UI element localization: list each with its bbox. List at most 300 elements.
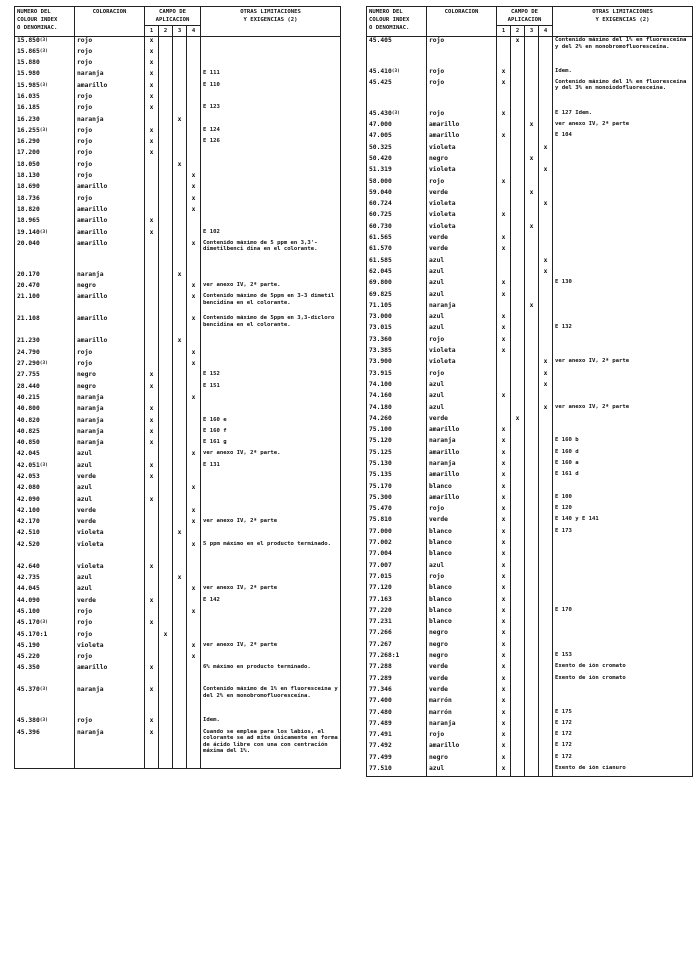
field-3-mark	[525, 200, 539, 211]
field-3-mark	[525, 324, 539, 335]
colour-index-number	[367, 697, 427, 708]
table-row	[367, 618, 693, 629]
limitation-text: E 100	[555, 493, 572, 500]
field-3-mark	[173, 37, 187, 48]
limitations-cell	[201, 619, 341, 630]
field-4-mark	[539, 415, 553, 426]
field-3-mark	[525, 132, 539, 143]
field-2-mark	[159, 70, 173, 81]
limitations-cell	[553, 211, 693, 222]
header-field-4: 4	[187, 26, 201, 37]
limitations-cell	[201, 315, 341, 337]
table-row	[15, 383, 341, 394]
limitation-text: ver anexo IV, 2ª parte	[203, 518, 278, 525]
coloration-cell: azul	[75, 585, 145, 596]
field-3-mark	[173, 138, 187, 149]
limitations-cell	[553, 765, 693, 776]
coloration-cell: negro	[75, 282, 145, 293]
field-2-mark	[159, 315, 173, 337]
limitation-text: E 160 a	[555, 460, 579, 466]
colour-index-number	[367, 200, 427, 211]
coloration-cell: negro	[427, 652, 497, 663]
coloration-cell: rojo	[75, 104, 145, 115]
number-text: 42.735	[17, 574, 40, 582]
table-row	[367, 257, 693, 268]
number-text: 77.002	[369, 539, 392, 547]
colour-index-number	[15, 195, 75, 206]
field-3-mark	[525, 268, 539, 279]
colour-index-number	[15, 82, 75, 93]
table-row	[367, 415, 693, 426]
number-text: 15.985	[17, 81, 40, 89]
field-1-mark	[145, 195, 159, 206]
coloration-cell: azul	[427, 381, 497, 392]
colour-index-number	[367, 539, 427, 550]
field-1-mark: x	[497, 697, 511, 708]
number-text: 45.350	[17, 664, 40, 672]
limitations-cell	[201, 394, 341, 405]
table-row	[15, 315, 341, 337]
field-3-mark	[525, 381, 539, 392]
limitations-cell	[553, 641, 693, 652]
number-text: 75.300	[369, 493, 392, 501]
field-4-mark	[539, 79, 553, 110]
field-4-mark	[187, 529, 201, 540]
table-row	[367, 629, 693, 640]
table-row	[367, 663, 693, 674]
field-2-mark	[159, 428, 173, 439]
field-4-mark: x	[187, 450, 201, 461]
field-4-mark: x	[539, 370, 553, 381]
table-row	[367, 426, 693, 437]
field-1-mark	[497, 404, 511, 415]
number-text: 40.215	[17, 393, 40, 401]
colour-index-number	[15, 417, 75, 428]
field-3-mark	[525, 686, 539, 697]
table-row	[367, 347, 693, 358]
footnote-ref: (3)	[39, 687, 48, 693]
field-1-mark: x	[497, 79, 511, 110]
limitations-cell	[553, 618, 693, 629]
coloration-cell: azul	[75, 462, 145, 473]
field-3-mark	[173, 183, 187, 194]
field-3-mark	[173, 195, 187, 206]
field-2-mark	[159, 82, 173, 93]
field-2-mark	[511, 302, 525, 313]
field-4-mark: x	[539, 200, 553, 211]
field-3-mark	[173, 653, 187, 664]
number-text: 77.007	[369, 561, 392, 569]
coloration-cell: amarillo	[427, 742, 497, 753]
limitations-cell	[201, 349, 341, 360]
number-text: 77.267	[369, 640, 392, 648]
table-row	[367, 765, 693, 776]
table-row	[367, 460, 693, 471]
field-2-mark	[159, 217, 173, 228]
field-3-mark	[173, 240, 187, 271]
table-row	[367, 731, 693, 742]
coloration-cell: blanco	[427, 596, 497, 607]
table-row	[367, 79, 693, 110]
number-text: 42.090	[17, 495, 40, 503]
limitations-cell	[553, 178, 693, 189]
field-4-mark	[539, 291, 553, 302]
number-text: 77.268:1	[369, 652, 400, 660]
field-2-mark	[511, 370, 525, 381]
coloration-cell: rojo	[427, 505, 497, 516]
colour-index-number	[367, 494, 427, 505]
colour-index-number	[15, 383, 75, 394]
limitations-cell	[553, 528, 693, 539]
field-4-mark: x	[187, 394, 201, 405]
colour-index-number	[15, 138, 75, 149]
field-3-mark	[173, 664, 187, 686]
field-1-mark	[497, 223, 511, 234]
limitations-cell	[201, 473, 341, 484]
number-text: 74.180	[369, 403, 392, 411]
coloration-cell: azul	[427, 392, 497, 403]
field-1-mark: x	[145, 664, 159, 686]
colour-index-number	[15, 315, 75, 337]
table-row	[15, 48, 341, 59]
field-3-mark	[525, 68, 539, 79]
field-2-mark	[511, 539, 525, 550]
field-2-mark	[159, 619, 173, 630]
limitations-cell	[201, 293, 341, 315]
limitation-text: ver anexo IV, 2ª parte	[203, 585, 278, 592]
number-text: 42.520	[17, 540, 40, 548]
field-3-mark	[173, 229, 187, 240]
field-3-mark	[525, 347, 539, 358]
limitations-cell	[553, 607, 693, 618]
field-1-mark	[497, 189, 511, 200]
colour-index-number	[15, 161, 75, 172]
limitations-cell	[201, 149, 341, 160]
field-2-mark	[511, 607, 525, 618]
colour-index-number	[15, 686, 75, 717]
coloration-cell: verde	[427, 234, 497, 245]
colour-index-number	[367, 573, 427, 584]
coloration-cell: azul	[427, 562, 497, 573]
field-2-mark	[159, 563, 173, 574]
table-row	[15, 37, 341, 48]
number-text: 45.405	[369, 37, 392, 44]
limitations-cell	[553, 686, 693, 697]
table-row	[15, 217, 341, 228]
field-3-mark	[525, 754, 539, 765]
coloration-cell: amarillo	[75, 82, 145, 93]
table-row	[15, 462, 341, 473]
field-3-mark	[525, 641, 539, 652]
field-3-mark	[525, 618, 539, 629]
colour-index-number	[367, 110, 427, 121]
field-4-mark	[539, 245, 553, 256]
field-3-mark	[173, 282, 187, 293]
limitations-cell	[553, 132, 693, 143]
field-1-mark	[497, 200, 511, 211]
coloration-cell: verde	[427, 415, 497, 426]
field-2-mark	[511, 189, 525, 200]
footnote-ref: (3)	[39, 229, 48, 235]
coloration-cell: naranja	[75, 417, 145, 428]
field-2-mark	[159, 484, 173, 495]
table-row	[367, 697, 693, 708]
field-4-mark	[187, 496, 201, 507]
table-row	[15, 597, 341, 608]
field-2-mark	[159, 653, 173, 664]
field-2-mark	[159, 574, 173, 585]
limitations-cell	[201, 59, 341, 70]
limitations-cell	[553, 426, 693, 437]
field-4-mark	[539, 324, 553, 335]
field-4-mark	[539, 110, 553, 121]
field-3-mark: x	[173, 574, 187, 585]
colour-index-number	[15, 127, 75, 138]
coloration-cell: blanco	[427, 528, 497, 539]
field-4-mark	[539, 686, 553, 697]
colour-index-number	[15, 240, 75, 271]
coloration-cell: naranja	[75, 439, 145, 450]
limitations-cell	[201, 138, 341, 149]
table-row	[15, 417, 341, 428]
coloration-cell: verde	[75, 597, 145, 608]
field-1-mark: x	[497, 516, 511, 527]
field-3-mark	[525, 607, 539, 618]
field-3-mark	[173, 631, 187, 642]
colour-index-number	[367, 381, 427, 392]
field-4-mark	[187, 127, 201, 138]
field-2-mark	[511, 426, 525, 437]
colour-index-number	[15, 563, 75, 574]
field-1-mark: x	[497, 731, 511, 742]
field-2-mark	[159, 195, 173, 206]
colour-index-number	[15, 70, 75, 81]
field-2-mark	[159, 183, 173, 194]
table-row	[15, 337, 341, 348]
field-1-mark: x	[145, 729, 159, 769]
number-text: 47.000	[369, 121, 392, 129]
number-text: 77.346	[369, 685, 392, 693]
header-number: NUMERO DEL COLOUR INDEX O DENOMINAC.	[15, 7, 75, 37]
coloration-cell: azul	[75, 450, 145, 461]
colour-index-number	[15, 631, 75, 642]
colour-index-number	[15, 337, 75, 348]
field-1-mark	[145, 585, 159, 596]
field-2-mark	[159, 371, 173, 382]
limitations-cell	[553, 121, 693, 132]
table-row	[15, 563, 341, 574]
coloration-cell: rojo	[75, 48, 145, 59]
field-1-mark	[497, 144, 511, 155]
coloration-cell: naranja	[427, 437, 497, 448]
coloration-cell: amarillo	[75, 206, 145, 217]
limitation-text: ver anexo IV, 2ª parte.	[203, 282, 281, 289]
coloration-cell: blanco	[427, 550, 497, 561]
colour-index-number	[15, 541, 75, 563]
coloration-cell: rojo	[75, 608, 145, 619]
coloration-cell: violeta	[427, 347, 497, 358]
limitation-text: E 161 d	[555, 471, 579, 478]
table-row	[15, 183, 341, 194]
field-3-mark	[173, 686, 187, 717]
field-3-mark	[173, 383, 187, 394]
table-row	[367, 754, 693, 765]
field-3-mark	[525, 528, 539, 539]
field-2-mark	[511, 155, 525, 166]
limitation-text: E 172	[555, 731, 572, 738]
table-row	[15, 240, 341, 271]
coloration-cell: violeta	[427, 166, 497, 177]
field-3-mark: x	[525, 155, 539, 166]
field-1-mark: x	[497, 211, 511, 222]
field-4-mark	[187, 138, 201, 149]
field-2-mark	[159, 337, 173, 348]
coloration-cell: amarillo	[427, 121, 497, 132]
field-2-mark	[511, 79, 525, 110]
field-4-mark: x	[539, 144, 553, 155]
coloration-cell: rojo	[75, 127, 145, 138]
field-1-mark: x	[497, 437, 511, 448]
limitations-cell	[553, 313, 693, 324]
number-text: 75.470	[369, 505, 392, 513]
field-4-mark	[539, 550, 553, 561]
field-3-mark	[173, 104, 187, 115]
limitations-cell	[201, 417, 341, 428]
field-3-mark	[173, 149, 187, 160]
number-text: 60.724	[369, 200, 392, 208]
field-1-mark	[145, 450, 159, 461]
field-4-mark	[539, 155, 553, 166]
field-2-mark	[511, 144, 525, 155]
field-1-mark	[145, 282, 159, 293]
colour-index-number	[367, 268, 427, 279]
field-3-mark	[173, 349, 187, 360]
field-4-mark: x	[539, 268, 553, 279]
field-3-mark	[173, 127, 187, 138]
header-coloration: COLORACION	[75, 7, 145, 37]
colour-index-number	[367, 754, 427, 765]
number-text: 75.120	[369, 437, 392, 445]
table-row	[15, 282, 341, 293]
footnote-ref: (3)	[39, 127, 48, 133]
coloration-cell: azul	[75, 574, 145, 585]
table-row	[15, 631, 341, 642]
table-row	[15, 138, 341, 149]
number-text: 75.125	[369, 448, 392, 456]
number-text: 45.100	[17, 607, 40, 615]
field-3-mark	[173, 563, 187, 574]
number-text: 16.035	[17, 92, 40, 100]
coloration-cell: negro	[427, 155, 497, 166]
coloration-cell: naranja	[427, 302, 497, 313]
limitations-cell	[201, 240, 341, 271]
field-4-mark: x	[187, 172, 201, 183]
colour-index-number	[367, 415, 427, 426]
field-3-mark	[173, 507, 187, 518]
coloration-cell: violeta	[427, 211, 497, 222]
colour-index-number	[367, 211, 427, 222]
limitation-text: E 110	[203, 81, 220, 88]
number-text: 18.690	[17, 183, 40, 191]
field-4-mark: x	[187, 282, 201, 293]
colour-index-number	[15, 642, 75, 653]
colour-index-number	[15, 450, 75, 461]
number-text: 77.000	[369, 527, 392, 535]
table-row	[367, 709, 693, 720]
table-row	[15, 82, 341, 93]
field-3-mark	[173, 619, 187, 630]
field-1-mark	[497, 302, 511, 313]
field-2-mark	[159, 518, 173, 529]
limitations-cell	[201, 597, 341, 608]
limitation-text: ver anexo IV, 2ª parte	[555, 121, 630, 128]
limitations-cell	[553, 336, 693, 347]
table-row	[367, 68, 693, 79]
field-4-mark: x	[187, 541, 201, 563]
field-2-mark	[511, 166, 525, 177]
limitations-cell	[201, 518, 341, 529]
field-3-mark	[173, 394, 187, 405]
table-row	[367, 234, 693, 245]
field-1-mark: x	[497, 607, 511, 618]
field-2-mark	[159, 439, 173, 450]
limitations-cell	[553, 68, 693, 79]
limitations-cell	[553, 404, 693, 415]
table-row	[367, 211, 693, 222]
field-4-mark	[187, 337, 201, 348]
limitations-cell	[553, 675, 693, 686]
limitations-cell	[201, 405, 341, 416]
number-text: 15.880	[17, 59, 40, 67]
field-3-mark	[173, 405, 187, 416]
coloration-cell: amarillo	[427, 449, 497, 460]
field-2-mark	[511, 709, 525, 720]
coloration-cell: azul	[427, 324, 497, 335]
field-2-mark	[159, 206, 173, 217]
field-4-mark	[539, 629, 553, 640]
table-row	[15, 686, 341, 717]
field-4-mark	[187, 37, 201, 48]
field-1-mark	[145, 484, 159, 495]
number-text: 18.736	[17, 194, 40, 202]
field-1-mark	[145, 349, 159, 360]
field-3-mark	[173, 315, 187, 337]
field-4-mark: x	[187, 293, 201, 315]
colour-index-number	[15, 439, 75, 450]
field-2-mark	[159, 686, 173, 717]
coloration-cell: amarillo	[75, 664, 145, 686]
field-4-mark	[187, 59, 201, 70]
table-row	[367, 166, 693, 177]
number-text: 73.915	[369, 369, 392, 377]
colour-index-number	[15, 428, 75, 439]
field-4-mark: x	[187, 240, 201, 271]
table-row	[15, 717, 341, 728]
limitation-text: Idem.	[555, 67, 572, 74]
colour-index-number	[367, 392, 427, 403]
limitations-cell	[201, 574, 341, 585]
colour-index-number	[367, 528, 427, 539]
number-text: 45.170	[17, 619, 40, 627]
field-4-mark	[539, 731, 553, 742]
colour-index-number	[367, 437, 427, 448]
field-3-mark	[525, 211, 539, 222]
field-4-mark	[539, 460, 553, 471]
number-text: 77.266	[369, 629, 392, 637]
number-text: 77.491	[369, 731, 392, 739]
field-4-mark	[539, 516, 553, 527]
limitations-cell	[553, 189, 693, 200]
